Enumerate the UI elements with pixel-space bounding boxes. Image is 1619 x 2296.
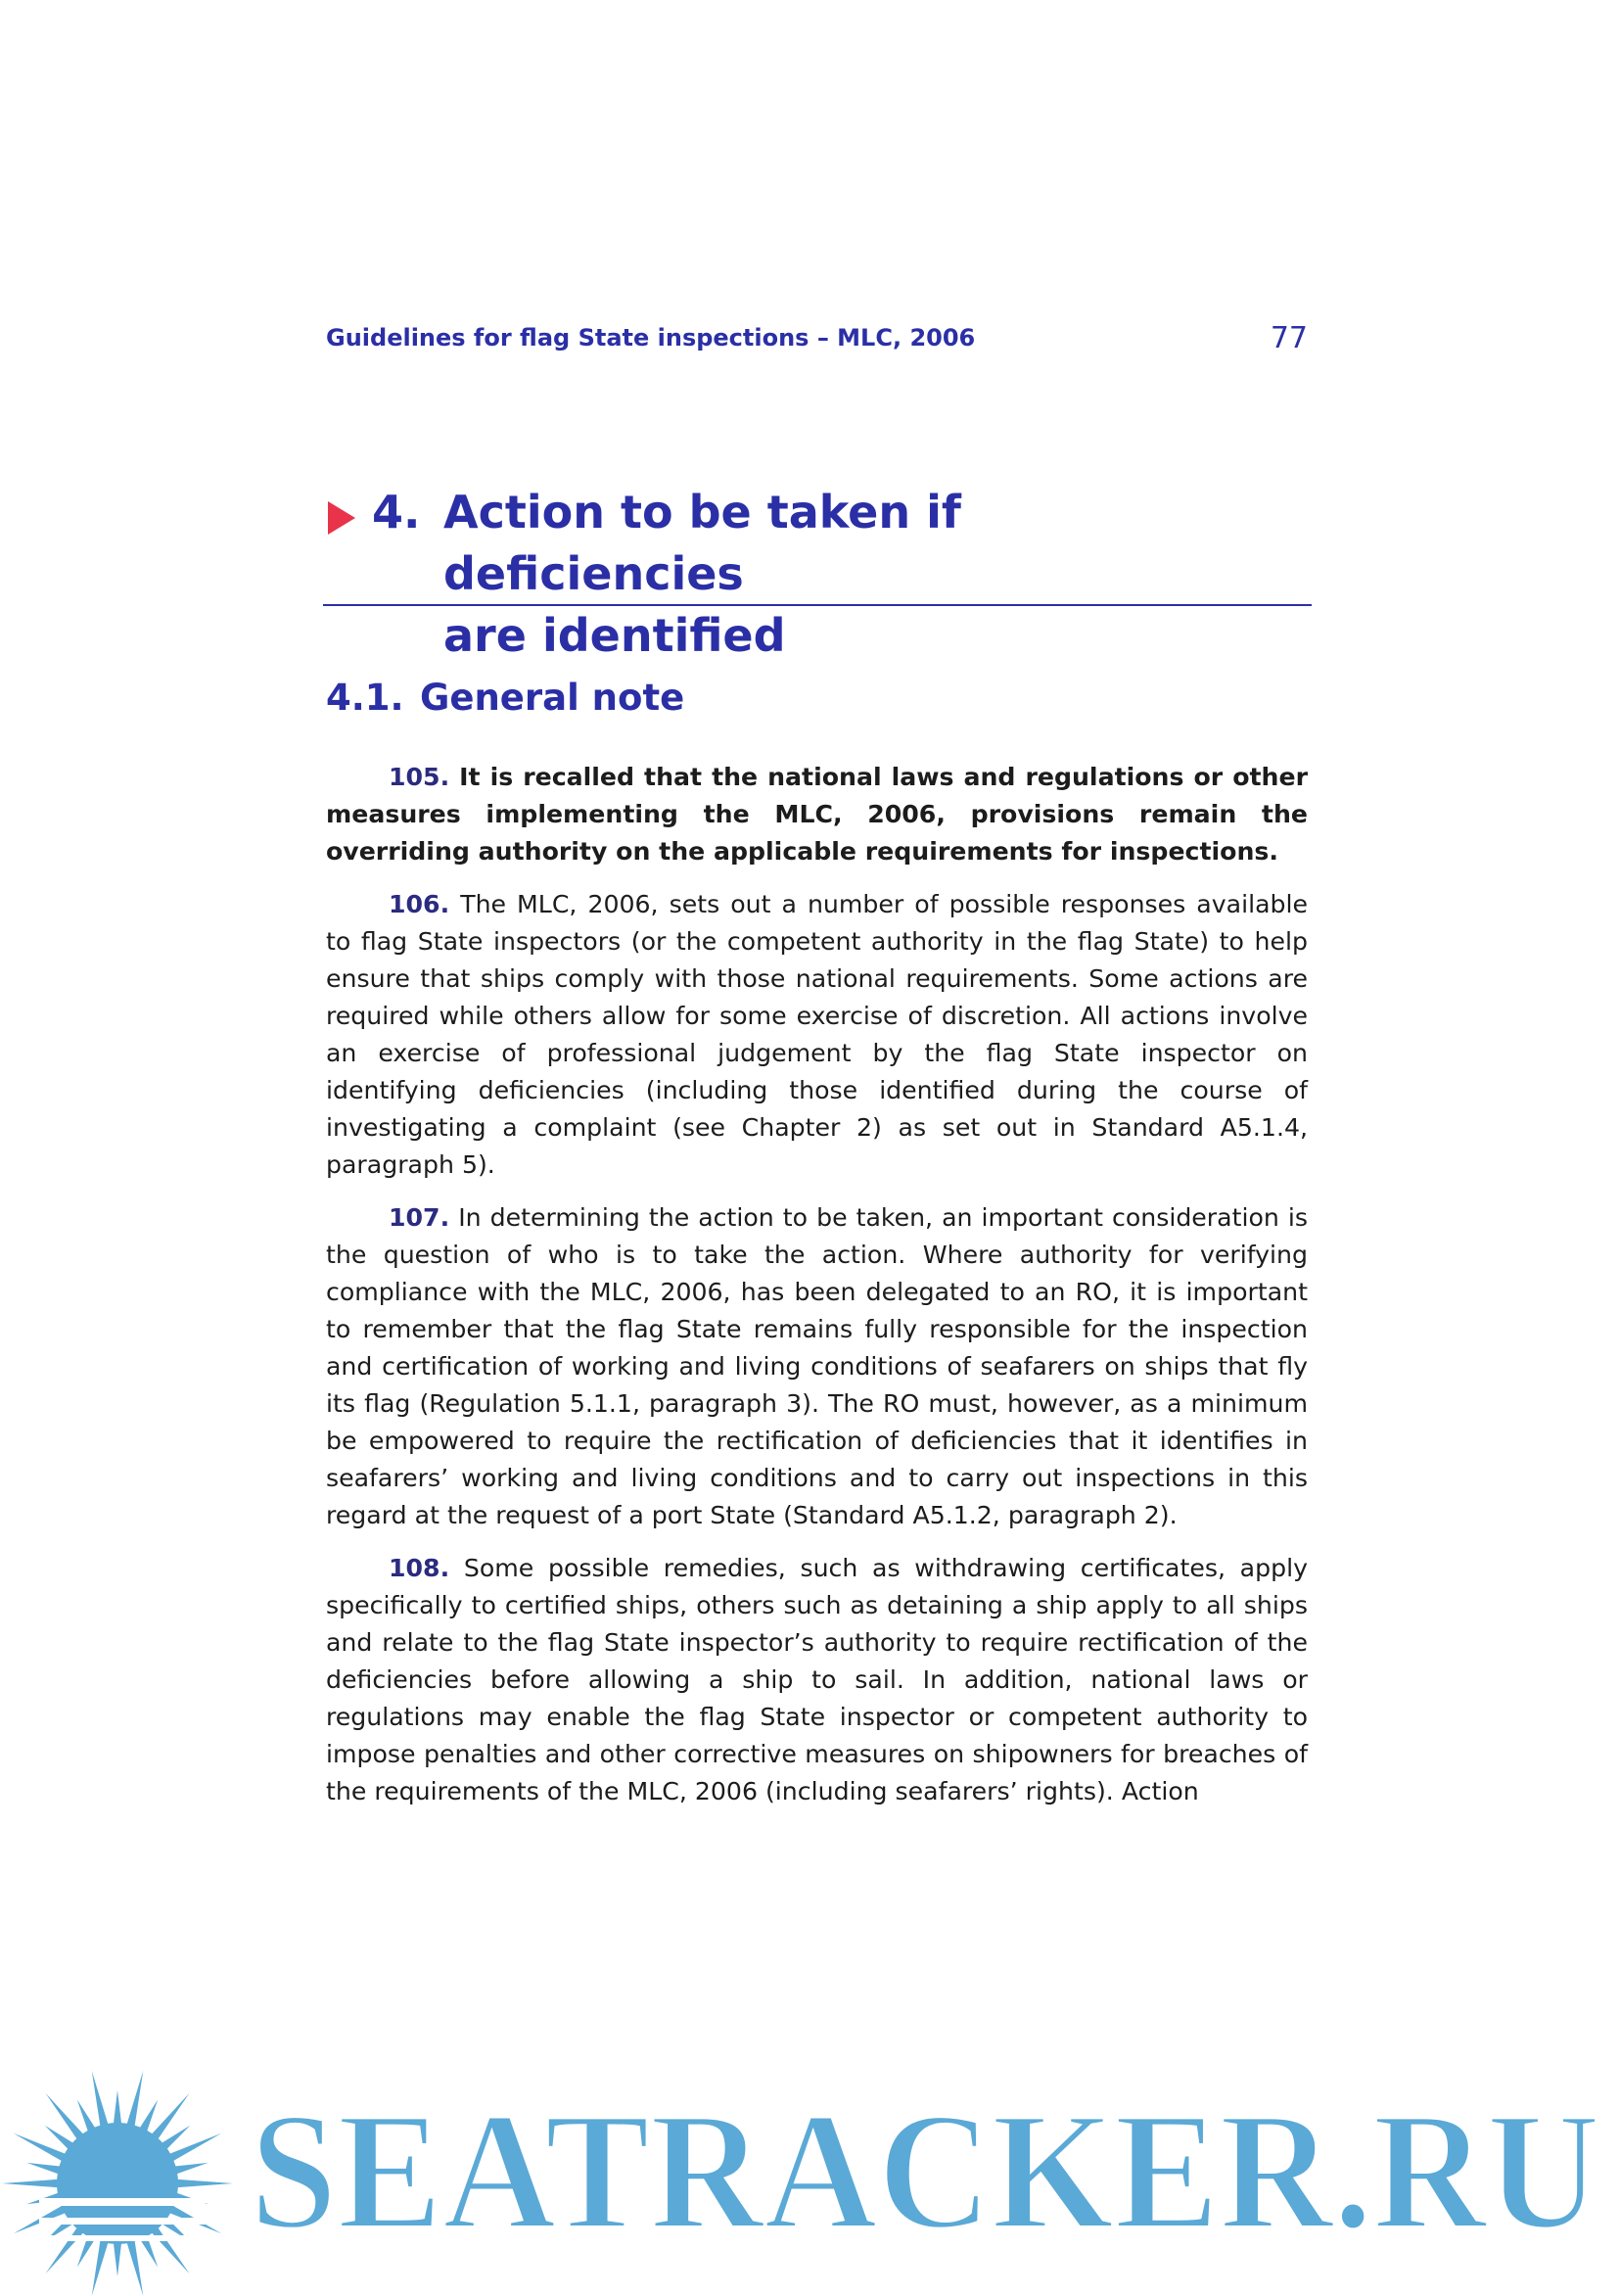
paragraph-107 [326, 1199, 1308, 1534]
page-number: 77 [1270, 320, 1308, 355]
sun-ray [126, 2071, 143, 2128]
sun-ray [26, 2163, 61, 2175]
paragraph-text: Some possible remedies, such as withdrawing certificates, apply specifically to certified ships, others such as detaining a ship apply to all ships and relate to the flag State inspector’s authority to require rectification of the deficiencies before allowing a ship to sail. In addition, national laws or regulations may enable the flag State inspector or competent authority to impose penalties and other corrective measures on shipowners for breaches of the requirements of the MLC, 2006 (including seafarers’ rights). Action [326, 1554, 1308, 1805]
paragraph-108 [326, 1550, 1308, 1810]
paragraph-number: 105. [389, 763, 450, 791]
sun-ray [77, 2099, 96, 2132]
paragraph-number: 106. [389, 890, 450, 918]
sun-ray [151, 2093, 190, 2140]
paragraph-number: 107. [389, 1203, 450, 1232]
sun-ray [92, 2239, 109, 2296]
sun-ray [139, 2099, 158, 2132]
sun-logo-icon [0, 2051, 245, 2296]
section-number: 4.1. [326, 677, 404, 719]
sun-ray [176, 2179, 233, 2187]
paragraph-text: In determining the action to be taken, an important consideration is the question of who is to take the action. Where authority for verifying compliance with the MLC, 2006, has been delegated to an RO, it is important to remember that the flag State remains fully responsible for the inspection and certification of working and living conditions of seafarers on ships that fly its flag (Regulation 5.1.1, paragraph 3). The RO must, however, as a minimum be empowered to require the rectification of deficiencies that it identifies in seafarers’ working and living conditions and to carry out inspections in this regard at the request of a port State (Standard A5.1.2, paragraph 2). [326, 1203, 1308, 1529]
chapter-title [443, 482, 1187, 667]
sun-ray [114, 2090, 121, 2125]
paragraph-106 [326, 886, 1308, 1184]
watermark-label: SEATRACKER.RU [250, 2079, 1600, 2257]
running-header [326, 318, 1308, 357]
chapter-title-line-2: are identified [443, 609, 786, 662]
triangle-marker-icon [328, 501, 355, 535]
running-title: Guidelines for flag State inspections – MLC, 2006 [326, 324, 976, 351]
sun-ray [114, 2242, 121, 2276]
paragraph-number: 108. [389, 1554, 450, 1582]
sun-ray [173, 2163, 208, 2175]
chapter-divider [323, 604, 1312, 606]
paragraph-105 [326, 759, 1308, 870]
chapter-number: 4. [372, 486, 421, 539]
section-title: General note [420, 677, 685, 719]
sun-ray [45, 2093, 84, 2140]
section-heading [326, 674, 684, 723]
sun-ray [151, 2226, 190, 2273]
body-text [326, 759, 1308, 1826]
paragraph-text: The MLC, 2006, sets out a number of possible responses available to flag State inspectors (or the competent authority in the flag State) to help ensure that ships comply with those national requirements. Some actions are required while others allow for some exercise of discretion. All actions involve an exercise of professional judgement by the flag State inspector on identifying deficiencies (including those identified during the course of investigating a complaint (see Chapter 2) as set out in Standard A5.1.4, paragraph 5). [326, 890, 1308, 1179]
sun-ray [45, 2226, 84, 2273]
chapter-title-line-1: Action to be taken if deficiencies [443, 486, 961, 600]
sun-ray [126, 2239, 143, 2296]
sun-ray [2, 2179, 59, 2187]
watermark-text [250, 2061, 1610, 2257]
sun-ray [92, 2071, 109, 2128]
paragraph-text: It is recalled that the national laws and regulations or other measures implementing the MLC, 2006, provisions remain the overriding authority on the applicable requirements for inspections. [326, 763, 1308, 866]
watermark [0, 2051, 1619, 2290]
